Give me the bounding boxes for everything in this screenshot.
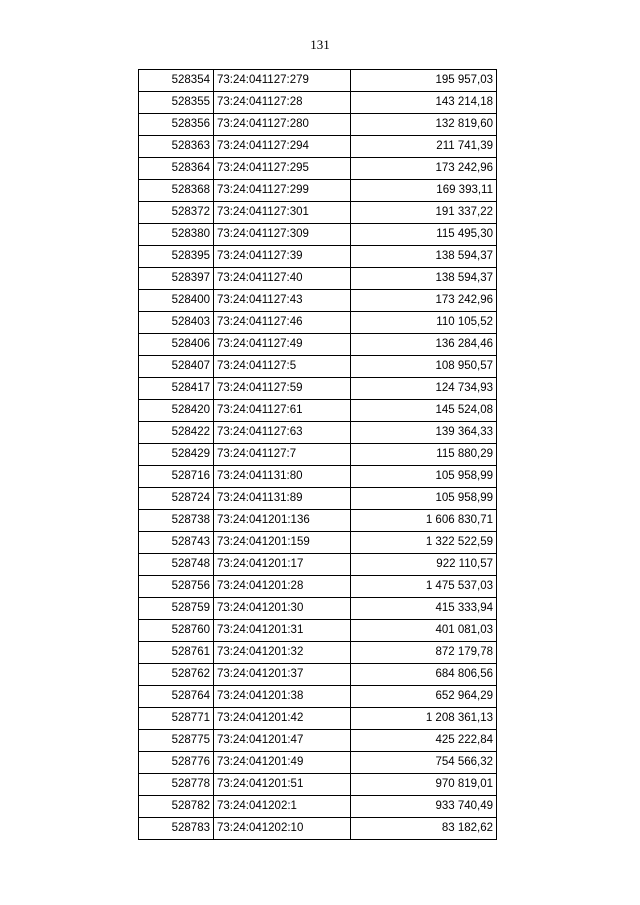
cadastral-number-cell: 73:24:041127:294 — [214, 136, 351, 158]
cadastral-number-cell: 73:24:041201:32 — [214, 642, 351, 664]
value-cell: 138 594,37 — [351, 246, 497, 268]
table-row — [139, 158, 497, 180]
row-id-cell: 528756 — [139, 576, 214, 598]
cadastral-number-cell: 73:24:041131:89 — [214, 488, 351, 510]
table-row — [139, 136, 497, 158]
value-cell: 143 214,18 — [351, 92, 497, 114]
table-row — [139, 92, 497, 114]
cadastral-number-cell: 73:24:041127:59 — [214, 378, 351, 400]
value-cell: 115 880,29 — [351, 444, 497, 466]
row-id-cell: 528716 — [139, 466, 214, 488]
value-cell: 1 606 830,71 — [351, 510, 497, 532]
table-row — [139, 752, 497, 774]
row-id-cell: 528363 — [139, 136, 214, 158]
value-cell: 138 594,37 — [351, 268, 497, 290]
value-cell: 1 475 537,03 — [351, 576, 497, 598]
table-row — [139, 620, 497, 642]
row-id-cell: 528738 — [139, 510, 214, 532]
table-row — [139, 444, 497, 466]
value-cell: 922 110,57 — [351, 554, 497, 576]
value-cell: 105 958,99 — [351, 488, 497, 510]
cadastral-number-cell: 73:24:041201:37 — [214, 664, 351, 686]
value-cell: 872 179,78 — [351, 642, 497, 664]
row-id-cell: 528762 — [139, 664, 214, 686]
value-cell: 108 950,57 — [351, 356, 497, 378]
table-row — [139, 642, 497, 664]
cadastral-number-cell: 73:24:041202:10 — [214, 818, 351, 840]
cadastral-number-cell: 73:24:041201:47 — [214, 730, 351, 752]
row-id-cell: 528397 — [139, 268, 214, 290]
cadastral-number-cell: 73:24:041127:7 — [214, 444, 351, 466]
row-id-cell: 528783 — [139, 818, 214, 840]
row-id-cell: 528748 — [139, 554, 214, 576]
cadastral-number-cell: 73:24:041131:80 — [214, 466, 351, 488]
value-cell: 169 393,11 — [351, 180, 497, 202]
table-row — [139, 730, 497, 752]
value-cell: 195 957,03 — [351, 70, 497, 92]
table-row — [139, 576, 497, 598]
value-cell: 124 734,93 — [351, 378, 497, 400]
row-id-cell: 528407 — [139, 356, 214, 378]
value-cell: 652 964,29 — [351, 686, 497, 708]
value-cell: 401 081,03 — [351, 620, 497, 642]
row-id-cell: 528764 — [139, 686, 214, 708]
value-cell: 110 105,52 — [351, 312, 497, 334]
row-id-cell: 528364 — [139, 158, 214, 180]
table-row — [139, 334, 497, 356]
row-id-cell: 528403 — [139, 312, 214, 334]
cadastral-number-cell: 73:24:041201:30 — [214, 598, 351, 620]
row-id-cell: 528372 — [139, 202, 214, 224]
cadastral-number-cell: 73:24:041127:46 — [214, 312, 351, 334]
value-cell: 136 284,46 — [351, 334, 497, 356]
row-id-cell: 528356 — [139, 114, 214, 136]
table-row — [139, 686, 497, 708]
row-id-cell: 528771 — [139, 708, 214, 730]
table-row — [139, 378, 497, 400]
cadastral-number-cell: 73:24:041127:61 — [214, 400, 351, 422]
table-row — [139, 70, 497, 92]
cadastral-number-cell: 73:24:041201:31 — [214, 620, 351, 642]
page-number: 131 — [310, 37, 330, 52]
table-row — [139, 554, 497, 576]
cadastral-number-cell: 73:24:041201:51 — [214, 774, 351, 796]
table-row — [139, 400, 497, 422]
row-id-cell: 528368 — [139, 180, 214, 202]
table-row — [139, 774, 497, 796]
row-id-cell: 528743 — [139, 532, 214, 554]
row-id-cell: 528422 — [139, 422, 214, 444]
value-cell: 115 495,30 — [351, 224, 497, 246]
cadastral-number-cell: 73:24:041127:63 — [214, 422, 351, 444]
value-cell: 105 958,99 — [351, 466, 497, 488]
cadastral-number-cell: 73:24:041127:309 — [214, 224, 351, 246]
table-row — [139, 114, 497, 136]
value-cell: 132 819,60 — [351, 114, 497, 136]
value-cell: 145 524,08 — [351, 400, 497, 422]
cadastral-number-cell: 73:24:041201:38 — [214, 686, 351, 708]
row-id-cell: 528380 — [139, 224, 214, 246]
table-row — [139, 202, 497, 224]
row-id-cell: 528776 — [139, 752, 214, 774]
cadastral-number-cell: 73:24:041127:39 — [214, 246, 351, 268]
row-id-cell: 528420 — [139, 400, 214, 422]
value-cell: 139 364,33 — [351, 422, 497, 444]
table-row — [139, 532, 497, 554]
table-row — [139, 180, 497, 202]
cadastral-number-cell: 73:24:041201:28 — [214, 576, 351, 598]
cadastral-number-cell: 73:24:041201:42 — [214, 708, 351, 730]
value-cell: 173 242,96 — [351, 290, 497, 312]
cadastral-number-cell: 73:24:041127:299 — [214, 180, 351, 202]
row-id-cell: 528759 — [139, 598, 214, 620]
table-row — [139, 510, 497, 532]
cadastral-number-cell: 73:24:041127:280 — [214, 114, 351, 136]
table-row — [139, 356, 497, 378]
value-cell: 970 819,01 — [351, 774, 497, 796]
value-cell: 83 182,62 — [351, 818, 497, 840]
cadastral-number-cell: 73:24:041202:1 — [214, 796, 351, 818]
table-row — [139, 664, 497, 686]
table-row — [139, 290, 497, 312]
row-id-cell: 528354 — [139, 70, 214, 92]
value-cell: 211 741,39 — [351, 136, 497, 158]
row-id-cell: 528775 — [139, 730, 214, 752]
row-id-cell: 528406 — [139, 334, 214, 356]
value-cell: 1 322 522,59 — [351, 532, 497, 554]
cadastral-number-cell: 73:24:041127:28 — [214, 92, 351, 114]
value-cell: 173 242,96 — [351, 158, 497, 180]
table-row — [139, 268, 497, 290]
table-body — [139, 70, 497, 840]
row-id-cell: 528355 — [139, 92, 214, 114]
row-id-cell: 528778 — [139, 774, 214, 796]
table-row — [139, 422, 497, 444]
cadastral-value-table — [138, 69, 497, 840]
cadastral-number-cell: 73:24:041201:136 — [214, 510, 351, 532]
cadastral-number-cell: 73:24:041127:43 — [214, 290, 351, 312]
row-id-cell: 528395 — [139, 246, 214, 268]
cadastral-number-cell: 73:24:041127:279 — [214, 70, 351, 92]
row-id-cell: 528429 — [139, 444, 214, 466]
cadastral-number-cell: 73:24:041127:5 — [214, 356, 351, 378]
cadastral-number-cell: 73:24:041201:49 — [214, 752, 351, 774]
row-id-cell: 528417 — [139, 378, 214, 400]
table-row — [139, 818, 497, 840]
table-row — [139, 246, 497, 268]
value-cell: 933 740,49 — [351, 796, 497, 818]
value-cell: 415 333,94 — [351, 598, 497, 620]
cadastral-number-cell: 73:24:041201:159 — [214, 532, 351, 554]
cadastral-number-cell: 73:24:041127:49 — [214, 334, 351, 356]
row-id-cell: 528782 — [139, 796, 214, 818]
row-id-cell: 528760 — [139, 620, 214, 642]
cadastral-number-cell: 73:24:041127:295 — [214, 158, 351, 180]
value-cell: 684 806,56 — [351, 664, 497, 686]
table-row — [139, 224, 497, 246]
value-cell: 191 337,22 — [351, 202, 497, 224]
table-row — [139, 488, 497, 510]
cadastral-number-cell: 73:24:041201:17 — [214, 554, 351, 576]
table-row — [139, 466, 497, 488]
row-id-cell: 528724 — [139, 488, 214, 510]
table-row — [139, 598, 497, 620]
value-cell: 1 208 361,13 — [351, 708, 497, 730]
table-row — [139, 796, 497, 818]
row-id-cell: 528400 — [139, 290, 214, 312]
value-cell: 425 222,84 — [351, 730, 497, 752]
table-row — [139, 708, 497, 730]
table-row — [139, 312, 497, 334]
cadastral-number-cell: 73:24:041127:40 — [214, 268, 351, 290]
row-id-cell: 528761 — [139, 642, 214, 664]
value-cell: 754 566,32 — [351, 752, 497, 774]
cadastral-number-cell: 73:24:041127:301 — [214, 202, 351, 224]
